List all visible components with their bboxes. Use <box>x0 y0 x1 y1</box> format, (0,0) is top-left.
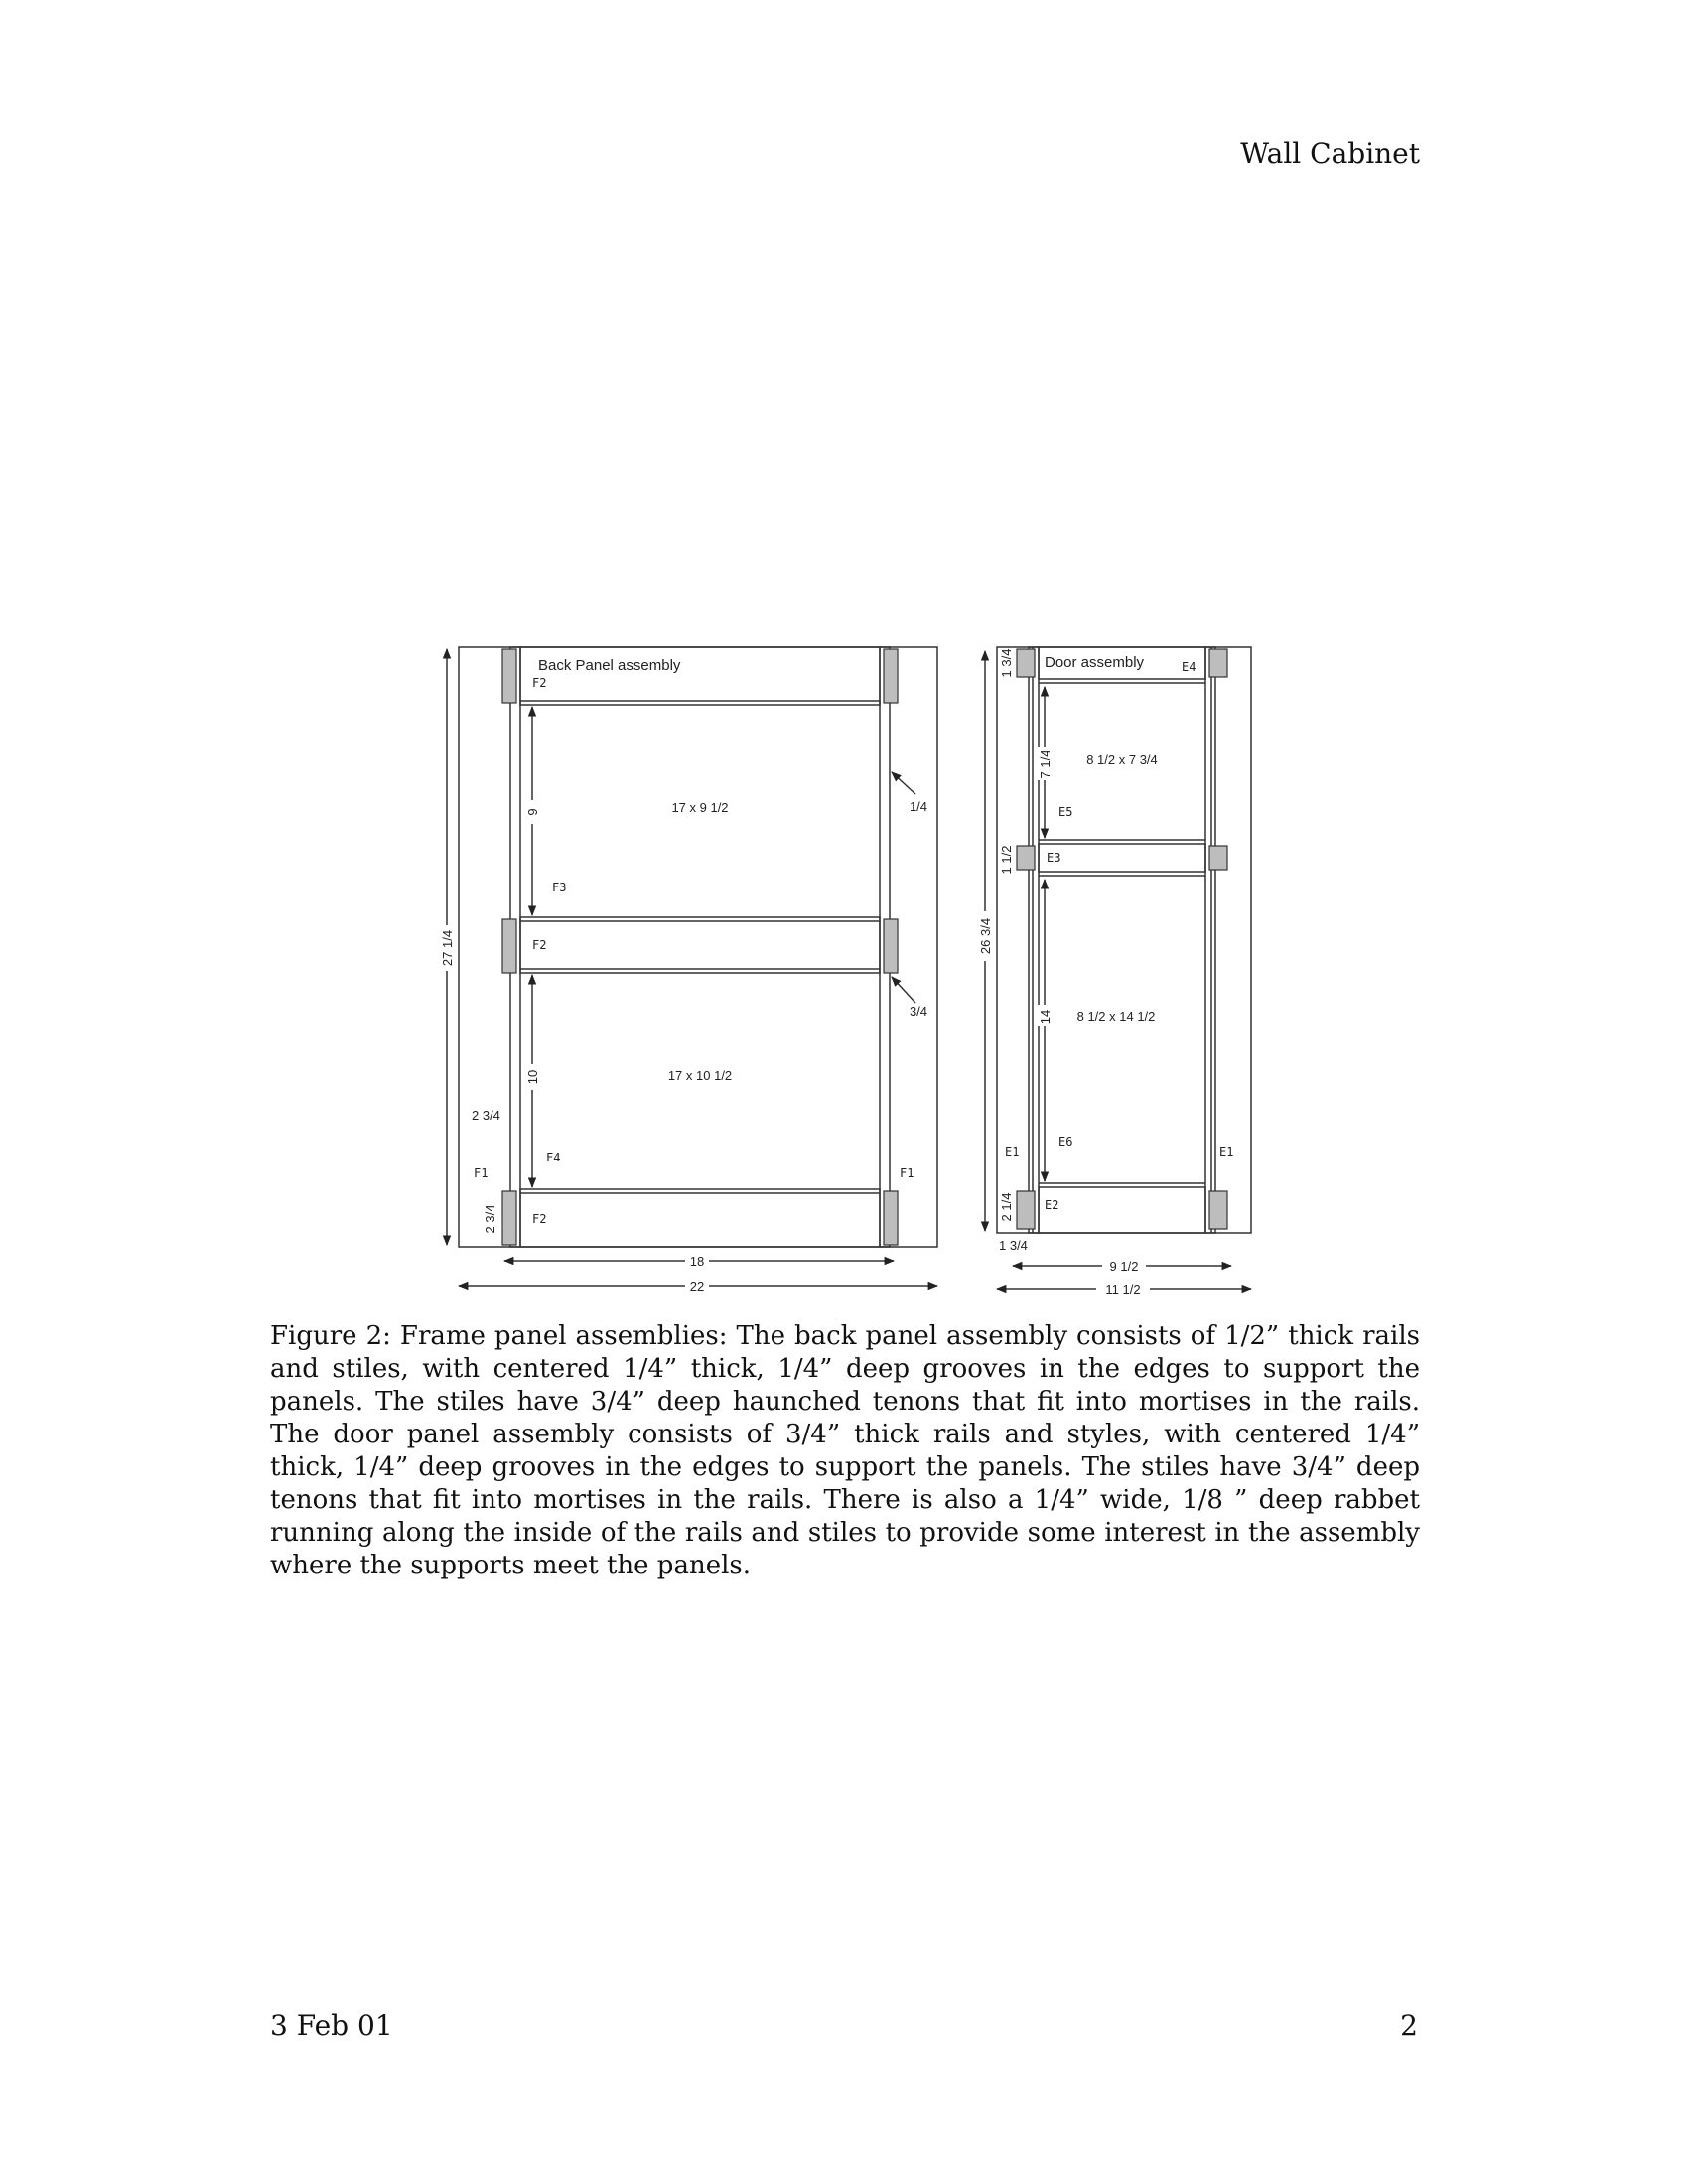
leader-arrow <box>892 772 915 794</box>
dim-top-opening-label: 7 1/4 <box>1038 750 1053 779</box>
page-number: 2 <box>1400 2009 1418 2042</box>
dim-top-gap-label: 9 <box>525 808 540 816</box>
back-mid-rail <box>520 917 880 973</box>
tenon-block <box>502 1191 516 1245</box>
dim-stile-label: 1 3/4 <box>999 1238 1028 1253</box>
dim-left-b-label: 2 3/4 <box>483 1204 497 1234</box>
tenon-block <box>502 919 516 973</box>
dim-inner-width-label: 18 <box>689 1254 705 1269</box>
part-code: E5 <box>1058 805 1073 819</box>
back-bottom-rail <box>520 1189 880 1247</box>
dim-bottom-gap-label: 10 <box>525 1069 540 1085</box>
tenon-block <box>884 919 898 973</box>
part-code: F1 <box>900 1166 914 1180</box>
dim-tenon-label: 3/4 <box>909 1004 928 1019</box>
dim-groove-label: 1/4 <box>909 799 928 814</box>
dim-left-a-label: 2 3/4 <box>472 1108 500 1123</box>
part-code: F2 <box>532 1212 547 1226</box>
part-code: E1 <box>1219 1145 1234 1159</box>
back-panel-assembly <box>447 647 937 1286</box>
part-code: E2 <box>1045 1198 1059 1212</box>
part-code: E1 <box>1005 1145 1020 1159</box>
back-panel-bottom-size: 17 x 10 1/2 <box>667 1068 733 1083</box>
dim-height-label: 27 1/4 <box>440 929 455 967</box>
part-code: E6 <box>1058 1135 1073 1149</box>
tenon-block <box>1017 1191 1035 1229</box>
dim-bottom-opening-label: 14 <box>1038 1009 1053 1024</box>
door-panel-top-size: 8 1/2 x 7 3/4 <box>1086 752 1158 767</box>
dim-top-rail-label: 1 3/4 <box>999 648 1014 678</box>
part-code: F3 <box>552 881 567 894</box>
dim-door-outer-width-label: 11 1/2 <box>1105 1282 1141 1297</box>
part-code: F4 <box>546 1151 561 1164</box>
dim-outer-width-label: 22 <box>689 1279 705 1294</box>
figure-caption: Figure 2: Frame panel assemblies: The back panel assembly consists of 1/2” thick rails and stiles, with centered 1/4” thick, 1/4” deep grooves in the edges to support the panels. The stiles have 3/4” deep haunched tenons that fit into mortises in the rails. The door panel assembly consists of 3/4” thick rails and styles, with centered 1/4” thick, 1/4” deep grooves in the edges to support the panels. The stiles have 3/4” deep tenons that fit into mortises in the rails. There is also a 1/4” wide, 1/8 ” deep rabbet running along the inside of the rails and stiles to provide some interest in the assembly where the supports meet the panels. <box>270 1321 1420 1580</box>
tenon-block <box>1209 649 1227 677</box>
part-code: E3 <box>1047 851 1061 865</box>
door-left-stile <box>1029 647 1039 1233</box>
tenon-block <box>502 649 516 703</box>
part-code: F2 <box>532 938 547 952</box>
dim-bottom-rail-label: 2 1/4 <box>999 1192 1014 1222</box>
door-panel-bottom-size: 8 1/2 x 14 1/2 <box>1076 1009 1156 1024</box>
door-title: Door assembly <box>1045 654 1145 671</box>
back-panel-outline <box>459 647 937 1247</box>
dim-door-inner-width-label: 9 1/2 <box>1109 1259 1139 1274</box>
running-header: Wall Cabinet <box>1240 137 1420 170</box>
tenon-block <box>884 649 898 703</box>
dim-door-height-label: 26 3/4 <box>978 917 993 955</box>
door-outline <box>997 647 1251 1233</box>
part-code: F2 <box>532 676 547 690</box>
tenon-block <box>1209 846 1227 870</box>
tenon-block <box>1209 1191 1227 1229</box>
door-right-stile <box>1205 647 1215 1233</box>
back-panel-title: Back Panel assembly <box>538 657 681 674</box>
tenon-block <box>1017 846 1035 870</box>
tenon-block <box>884 1191 898 1245</box>
part-code: F1 <box>474 1166 489 1180</box>
back-top-rail <box>520 647 880 705</box>
dim-mid-rail-label: 1 1/2 <box>999 845 1014 875</box>
door-mid-rail <box>1039 844 1205 872</box>
leader-arrow <box>892 977 915 1003</box>
tenon-block <box>1017 649 1035 677</box>
part-code: E4 <box>1182 660 1196 674</box>
door-assembly <box>985 647 1251 1289</box>
door-bottom-rail <box>1039 1187 1205 1233</box>
footer-date: 3 Feb 01 <box>270 2009 393 2042</box>
back-panel-top-size: 17 x 9 1/2 <box>671 800 729 815</box>
